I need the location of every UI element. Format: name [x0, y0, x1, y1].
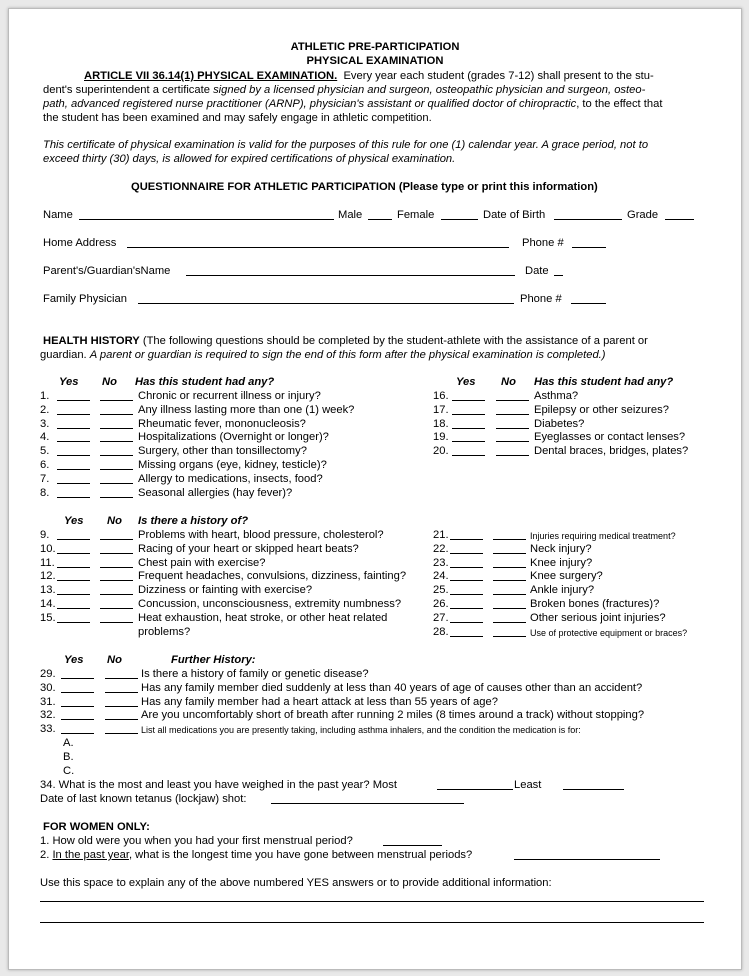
no-answer-field[interactable]: [105, 678, 138, 679]
no-answer-field[interactable]: [100, 400, 133, 401]
s2-no-header: No: [107, 515, 122, 527]
date-label: Date: [525, 265, 549, 277]
article-line-2: dent's superintendent a certificate signed by a licensed physician and surgeon, osteopathic physician and surgeon, osteo-: [43, 84, 646, 96]
question-text: Heat exhaustion, heat stroke, or other heat related: [138, 611, 388, 624]
question-text: Use of protective equipment or braces?: [530, 627, 688, 638]
yes-answer-field[interactable]: [61, 719, 94, 720]
yes-answer-field[interactable]: [61, 706, 94, 707]
question-text: Broken bones (fractures)?: [530, 598, 660, 610]
question-number: 3.: [40, 417, 50, 430]
yes-answer-field[interactable]: [452, 414, 485, 415]
no-answer-field[interactable]: [496, 400, 529, 401]
question-number: 1.: [40, 390, 50, 402]
medication-c: C.: [63, 765, 75, 777]
question-text: Frequent headaches, convulsions, dizziness, fainting?: [138, 570, 407, 583]
s1-no-header-right: No: [501, 376, 516, 388]
question-number: 26.: [433, 598, 449, 610]
explain-line-2[interactable]: [40, 922, 704, 923]
yes-answer-field[interactable]: [61, 692, 94, 693]
question-number: 4.: [40, 431, 50, 444]
question-number: 13.: [40, 584, 56, 597]
yes-answer-field[interactable]: [452, 455, 485, 456]
no-answer-field[interactable]: [100, 441, 133, 442]
question-text: Concussion, unconsciousness, extremity numbness?: [138, 598, 402, 610]
physician-label: Family Physician: [43, 293, 127, 305]
question-number: 30.: [40, 681, 56, 694]
question-number: 22.: [433, 542, 449, 555]
no-answer-field[interactable]: [496, 414, 529, 415]
grade-field[interactable]: [665, 219, 694, 220]
no-answer-field[interactable]: [100, 580, 133, 581]
no-answer-field[interactable]: [493, 567, 526, 568]
women-question-2: 2. In the past year, what is the longest time you have gone between menstrual periods?: [40, 849, 473, 861]
yes-answer-field[interactable]: [57, 594, 90, 595]
question-text: Chest pain with exercise?: [138, 556, 266, 569]
yes-answer-field[interactable]: [450, 636, 483, 637]
no-answer-field[interactable]: [105, 719, 138, 720]
no-answer-field[interactable]: [493, 553, 526, 554]
physician-phone-field[interactable]: [571, 303, 606, 304]
no-answer-field[interactable]: [100, 455, 133, 456]
question-text: Has any family member had a heart attack at less than 55 years of age?: [141, 695, 498, 708]
physician-phone-label: Phone #: [520, 293, 562, 305]
yes-answer-field[interactable]: [450, 622, 483, 623]
no-answer-field[interactable]: [496, 428, 529, 429]
question-number: 12.: [40, 570, 56, 583]
date-field[interactable]: [554, 275, 563, 276]
article-line-3: path, advanced registered nurse practitioner (ARNP), physician's assistant or qualified doctor of chiropractic, to the effect that: [43, 98, 663, 110]
phone-label: Phone #: [522, 237, 564, 249]
question-number: 9.: [40, 529, 50, 541]
question-number: 11.: [40, 556, 55, 569]
validity-line-1: This certificate of physical examination is valid for the purposes of this rule for one (1) calendar year. A grace period, not to: [43, 139, 649, 151]
yes-answer-field[interactable]: [61, 678, 94, 679]
no-answer-field[interactable]: [100, 608, 133, 609]
question-text: Asthma?: [534, 390, 579, 402]
no-answer-field[interactable]: [493, 594, 526, 595]
no-answer-field[interactable]: [100, 567, 133, 568]
phone-field[interactable]: [572, 247, 606, 248]
question-text: Dizziness or fainting with exercise?: [138, 584, 313, 597]
question-number: 6.: [40, 459, 50, 471]
female-field[interactable]: [441, 219, 478, 220]
no-answer-field[interactable]: [105, 733, 138, 734]
question-number: 28.: [433, 625, 449, 638]
form-page: [8, 8, 742, 970]
yes-answer-field[interactable]: [450, 567, 483, 568]
female-label: Female: [397, 209, 435, 221]
health-history-line-2: guardian. A parent or guardian is required to sign the end of this form after the physical examination is completed.): [40, 349, 606, 361]
no-answer-field[interactable]: [105, 692, 138, 693]
s1-yes-header-right: Yes: [456, 376, 476, 388]
question-text: Dental braces, bridges, plates?: [534, 445, 689, 458]
no-answer-field[interactable]: [496, 441, 529, 442]
yes-answer-field[interactable]: [57, 483, 90, 484]
yes-answer-field[interactable]: [57, 553, 90, 554]
s1-no-header: No: [102, 376, 117, 388]
yes-answer-field[interactable]: [57, 469, 90, 470]
question-text: Racing of your heart or skipped heart beats?: [138, 542, 359, 555]
explain-instructions: Use this space to explain any of the above numbered YES answers or to provide additional information:: [40, 877, 552, 889]
no-answer-field[interactable]: [493, 580, 526, 581]
health-history-line-1: HEALTH HISTORY (The following questions should be completed by the student-athlete with the assistance of a parent or: [43, 335, 648, 347]
address-label: Home Address: [43, 237, 117, 249]
question-number: 21.: [433, 529, 449, 541]
grade-label: Grade: [627, 209, 659, 221]
question-text: Are you uncomfortably short of breath after running 2 miles (8 times around a track) without stopping?: [141, 709, 645, 722]
question-number: 23.: [433, 556, 449, 569]
physician-field[interactable]: [138, 303, 514, 304]
women-heading: FOR WOMEN ONLY:: [43, 821, 150, 833]
question-number: 2.: [40, 403, 50, 416]
s1-question-header-right: Has this student had any?: [534, 376, 674, 388]
yes-answer-field[interactable]: [450, 553, 483, 554]
question-text: Eyeglasses or contact lenses?: [534, 431, 686, 444]
question-text: Problems with heart, blood pressure, cholesterol?: [138, 529, 384, 541]
male-field[interactable]: [368, 219, 392, 220]
male-label: Male: [338, 209, 363, 221]
yes-answer-field[interactable]: [57, 441, 90, 442]
yes-answer-field[interactable]: [57, 400, 90, 401]
question-number: 31.: [40, 695, 56, 708]
question-number: 10.: [40, 542, 56, 555]
weight-most-field[interactable]: [437, 789, 513, 790]
weight-least-field[interactable]: [563, 789, 624, 790]
question-number: 17.: [433, 403, 449, 416]
yes-answer-field[interactable]: [57, 414, 90, 415]
question-text: Neck injury?: [530, 542, 592, 555]
no-answer-field[interactable]: [100, 483, 133, 484]
question-text: Allergy to medications, insects, food?: [138, 472, 323, 485]
yes-answer-field[interactable]: [450, 580, 483, 581]
question-text: Knee surgery?: [530, 570, 603, 583]
question-text: Hospitalizations (Overnight or longer)?: [138, 431, 329, 444]
period-gap-field[interactable]: [514, 859, 660, 860]
question-number: 19.: [433, 431, 449, 444]
question-number: 25.: [433, 584, 449, 597]
question-number: 15.: [40, 611, 56, 624]
question-text: Diabetes?: [534, 417, 585, 430]
question-text: List all medications you are presently taking, including asthma inhalers, and the condition the medication is for:: [141, 725, 581, 736]
s1-question-header: Has this student had any?: [135, 376, 275, 388]
validity-line-2: exceed thirty (30) days, is allowed for expired certifications of physical examination.: [43, 153, 456, 165]
s2-question-header: Is there a history of?: [138, 515, 249, 527]
question-text: Missing organs (eye, kidney, testicle)?: [138, 459, 327, 471]
no-answer-field[interactable]: [100, 469, 133, 470]
article-line-4: the student has been examined and may safely engage in athletic competition.: [43, 112, 432, 124]
question-text: Is there a history of family or genetic disease?: [141, 668, 369, 680]
s3-no-header: No: [107, 654, 122, 666]
question-text: Knee injury?: [530, 556, 593, 569]
article-line-1: ARTICLE VII 36.14(1) PHYSICAL EXAMINATION. Every year each student (grades 7-12) shall present to the stu-: [84, 70, 654, 82]
no-answer-field[interactable]: [100, 539, 133, 540]
no-answer-field[interactable]: [105, 706, 138, 707]
no-answer-field[interactable]: [496, 455, 529, 456]
no-answer-field[interactable]: [493, 539, 526, 540]
weight-least-label: Least: [514, 779, 542, 791]
tetanus-field[interactable]: [271, 803, 464, 804]
medication-b: B.: [63, 751, 74, 763]
question-number: 7.: [40, 472, 50, 485]
question-text: Surgery, other than tonsillectomy?: [138, 445, 307, 458]
question-number: 8.: [40, 486, 50, 499]
question-text: Any illness lasting more than one (1) week?: [138, 403, 355, 416]
dob-label: Date of Birth: [483, 209, 546, 221]
question-number: 32.: [40, 709, 56, 722]
yes-answer-field[interactable]: [57, 567, 90, 568]
explain-line-1[interactable]: [40, 901, 704, 902]
question-text: Injuries requiring medical treatment?: [530, 531, 676, 541]
weight-question: 34. What is the most and least you have weighed in the past year? Most: [40, 779, 397, 791]
no-answer-field[interactable]: [493, 622, 526, 623]
tetanus-question: Date of last known tetanus (lockjaw) shot:: [40, 793, 247, 805]
no-answer-field[interactable]: [493, 608, 526, 609]
first-period-field[interactable]: [383, 845, 442, 846]
yes-answer-field[interactable]: [450, 608, 483, 609]
dob-field[interactable]: [554, 219, 622, 220]
name-field[interactable]: [79, 219, 334, 220]
yes-answer-field[interactable]: [57, 608, 90, 609]
questionnaire-title: QUESTIONNAIRE FOR ATHLETIC PARTICIPATION (Please type or print this information): [131, 181, 598, 193]
form-subtitle: PHYSICAL EXAMINATION: [306, 55, 444, 67]
yes-answer-field[interactable]: [450, 594, 483, 595]
parent-label: Parent's/Guardian'sName: [43, 265, 171, 277]
question-number: 16.: [433, 390, 449, 402]
name-label: Name: [43, 209, 73, 221]
parent-field[interactable]: [186, 275, 515, 276]
question-text: Ankle injury?: [530, 584, 595, 597]
address-field[interactable]: [127, 247, 509, 248]
s1-yes-header: Yes: [59, 376, 79, 388]
no-answer-field[interactable]: [100, 497, 133, 498]
no-answer-field[interactable]: [493, 636, 526, 637]
no-answer-field[interactable]: [100, 553, 133, 554]
question-number: 29.: [40, 668, 56, 680]
s3-question-header: Further History:: [171, 654, 256, 666]
s2-yes-header: Yes: [64, 515, 84, 527]
form-title: ATHLETIC PRE-PARTICIPATION: [290, 41, 460, 53]
question-text: Other serious joint injuries?: [530, 611, 666, 624]
yes-answer-field[interactable]: [57, 428, 90, 429]
s3-yes-header: Yes: [64, 654, 84, 666]
no-answer-field[interactable]: [100, 414, 133, 415]
yes-answer-field[interactable]: [452, 400, 485, 401]
no-answer-field[interactable]: [100, 622, 133, 623]
yes-answer-field[interactable]: [57, 580, 90, 581]
question-number: 20.: [433, 445, 449, 458]
yes-answer-field[interactable]: [61, 733, 94, 734]
question-number: 5.: [40, 445, 50, 458]
question-text: Rheumatic fever, mononucleosis?: [138, 417, 306, 430]
question-number: 18.: [433, 417, 449, 430]
yes-answer-field[interactable]: [452, 428, 485, 429]
no-answer-field[interactable]: [100, 428, 133, 429]
question-number: 27.: [433, 611, 449, 624]
question-text: Chronic or recurrent illness or injury?: [138, 390, 321, 402]
yes-answer-field[interactable]: [57, 455, 90, 456]
yes-answer-field[interactable]: [57, 539, 90, 540]
yes-answer-field[interactable]: [452, 441, 485, 442]
yes-answer-field[interactable]: [450, 539, 483, 540]
no-answer-field[interactable]: [100, 594, 133, 595]
question-text: Has any family member died suddenly at less than 40 years of age of causes other than an accident?: [141, 681, 643, 694]
question-number: 24.: [433, 570, 449, 583]
question-text: Seasonal allergies (hay fever)?: [138, 486, 293, 499]
women-question-1: 1. How old were you when you had your first menstrual period?: [40, 835, 353, 847]
yes-answer-field[interactable]: [57, 622, 90, 623]
question-number: 14.: [40, 598, 56, 610]
question-text-continued: problems?: [138, 625, 191, 638]
question-text: Epilepsy or other seizures?: [534, 403, 669, 416]
yes-answer-field[interactable]: [57, 497, 90, 498]
question-number: 33.: [40, 723, 56, 736]
medication-a: A.: [63, 737, 74, 749]
